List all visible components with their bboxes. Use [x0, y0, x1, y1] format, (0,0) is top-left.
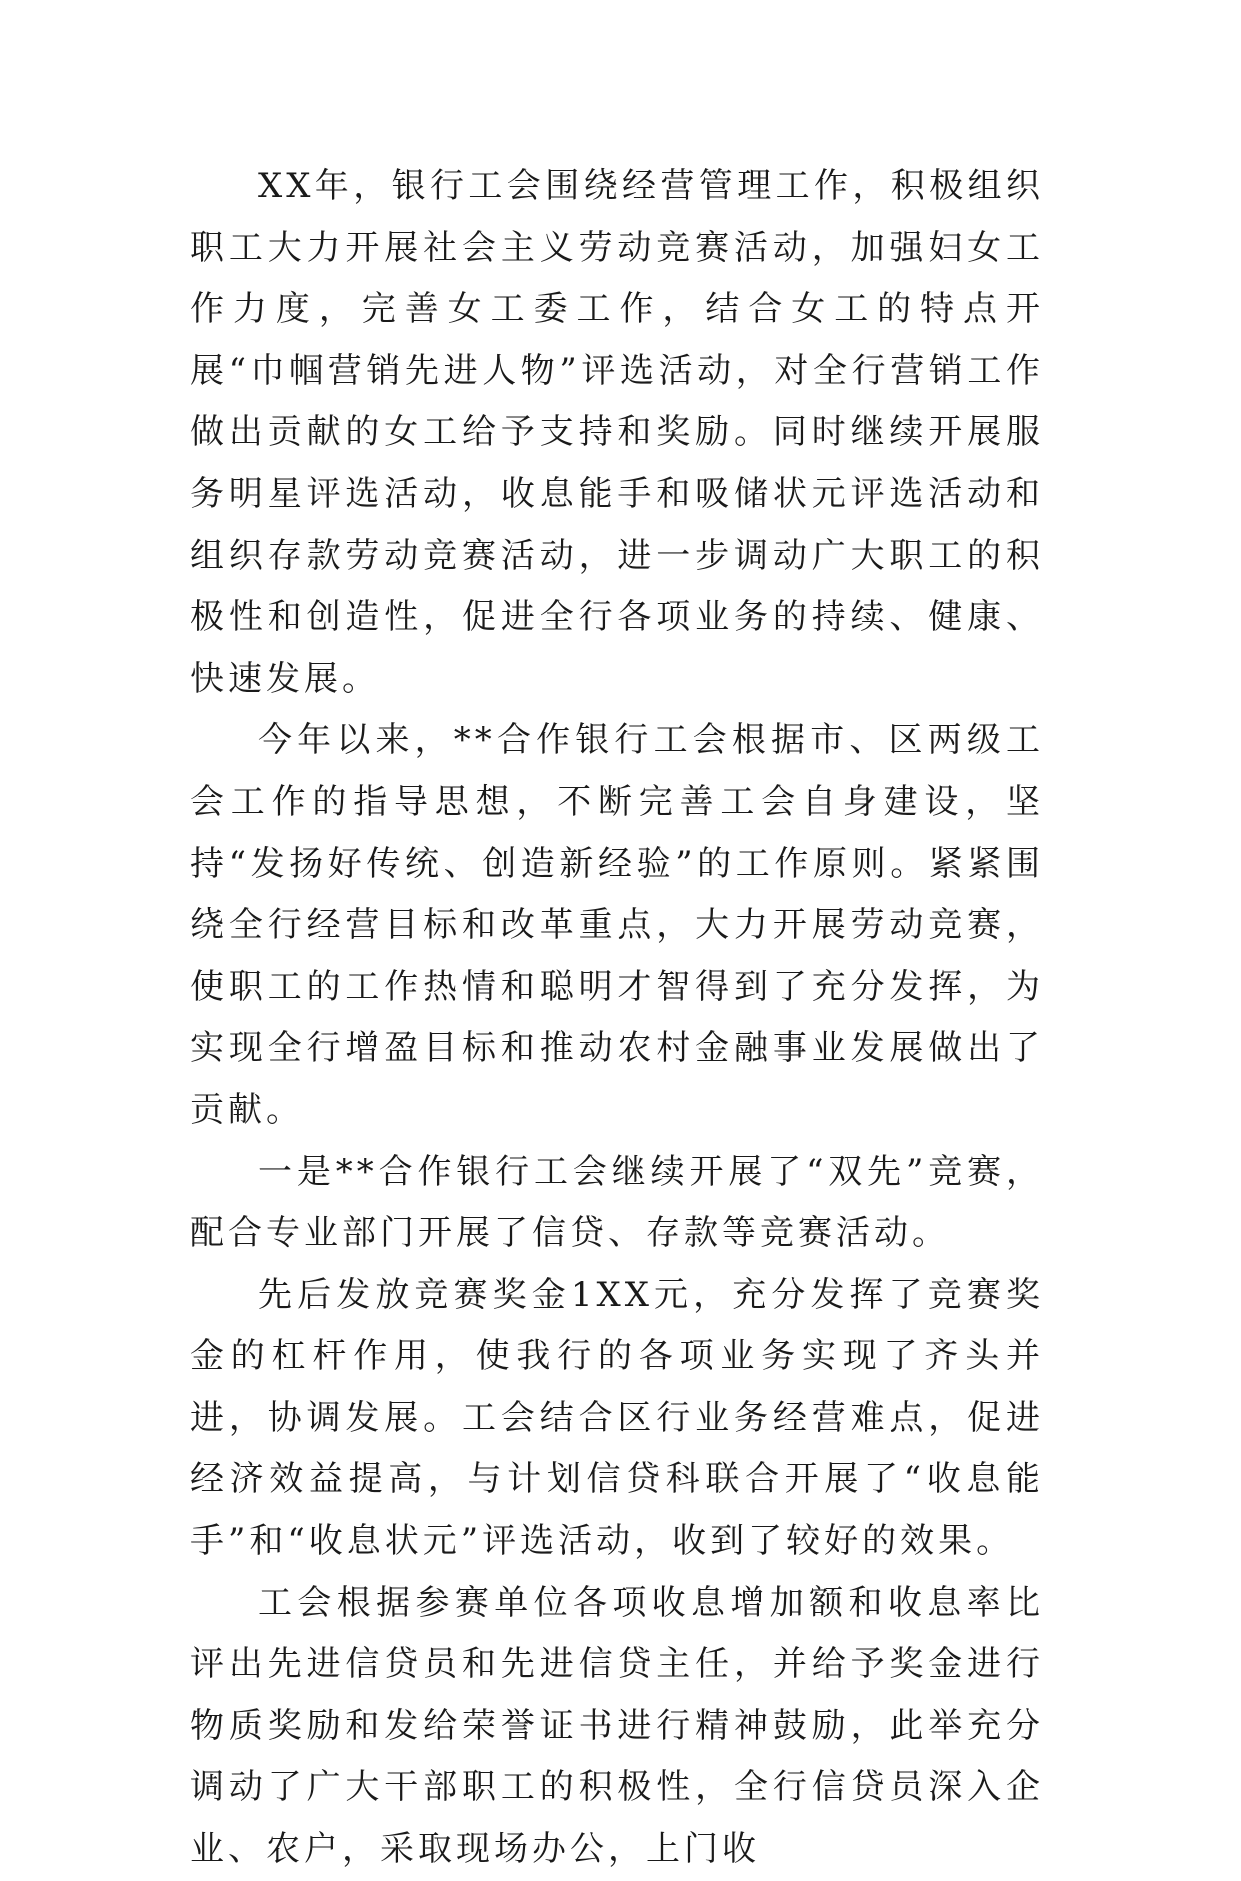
paragraph-2: 今年以来，**合作银行工会根据市、区两级工会工作的指导思想，不断完善工会自身建设，坚持“发扬好传统、创造新经验”的工作原则。紧紧围绕全行经营目标和改革重点，大力开展劳动竞赛，使职工的工作热情和聪明才智得到了充分发挥，为实现全行增盈目标和推动农村金融事业发展做出了贡献。 [190, 720, 1044, 1130]
paragraph-3: 一是**合作银行工会继续开展了“双先”竞赛，配合专业部门开展了信贷、存款等竞赛活动。 [190, 1151, 1044, 1254]
document-body [190, 156, 1044, 1881]
paragraph-1: XX年，银行工会围绕经营管理工作，积极组织职工大力开展社会主义劳动竞赛活动，加强妇女工作力度，完善女工委工作，结合女工的特点开展“巾帼营销先进人物”评选活动，对全行营销工作做出贡献的女工给予支持和奖励。同时继续开展服务明星评选活动，收息能手和吸储状元评选活动和组织存款劳动竞赛活动，进一步调动广大职工的积极性和创造性，促进全行各项业务的持续、健康、快速发展。 [190, 166, 1044, 699]
paragraph-4: 先后发放竞赛奖金1XX元，充分发挥了竞赛奖金的杠杆作用，使我行的各项业务实现了齐头并进，协调发展。工会结合区行业务经营难点，促进经济效益提高，与计划信贷科联合开展了“收息能手”和“收息状元”评选活动，收到了较好的效果。 [190, 1274, 1044, 1562]
paragraph-5: 工会根据参赛单位各项收息增加额和收息率比评出先进信贷员和先进信贷主任，并给予奖金进行物质奖励和发给荣誉证书进行精神鼓励，此举充分调动了广大干部职工的积极性，全行信贷员深入企业、农户，采取现场办公，上门收 [190, 1582, 1044, 1870]
